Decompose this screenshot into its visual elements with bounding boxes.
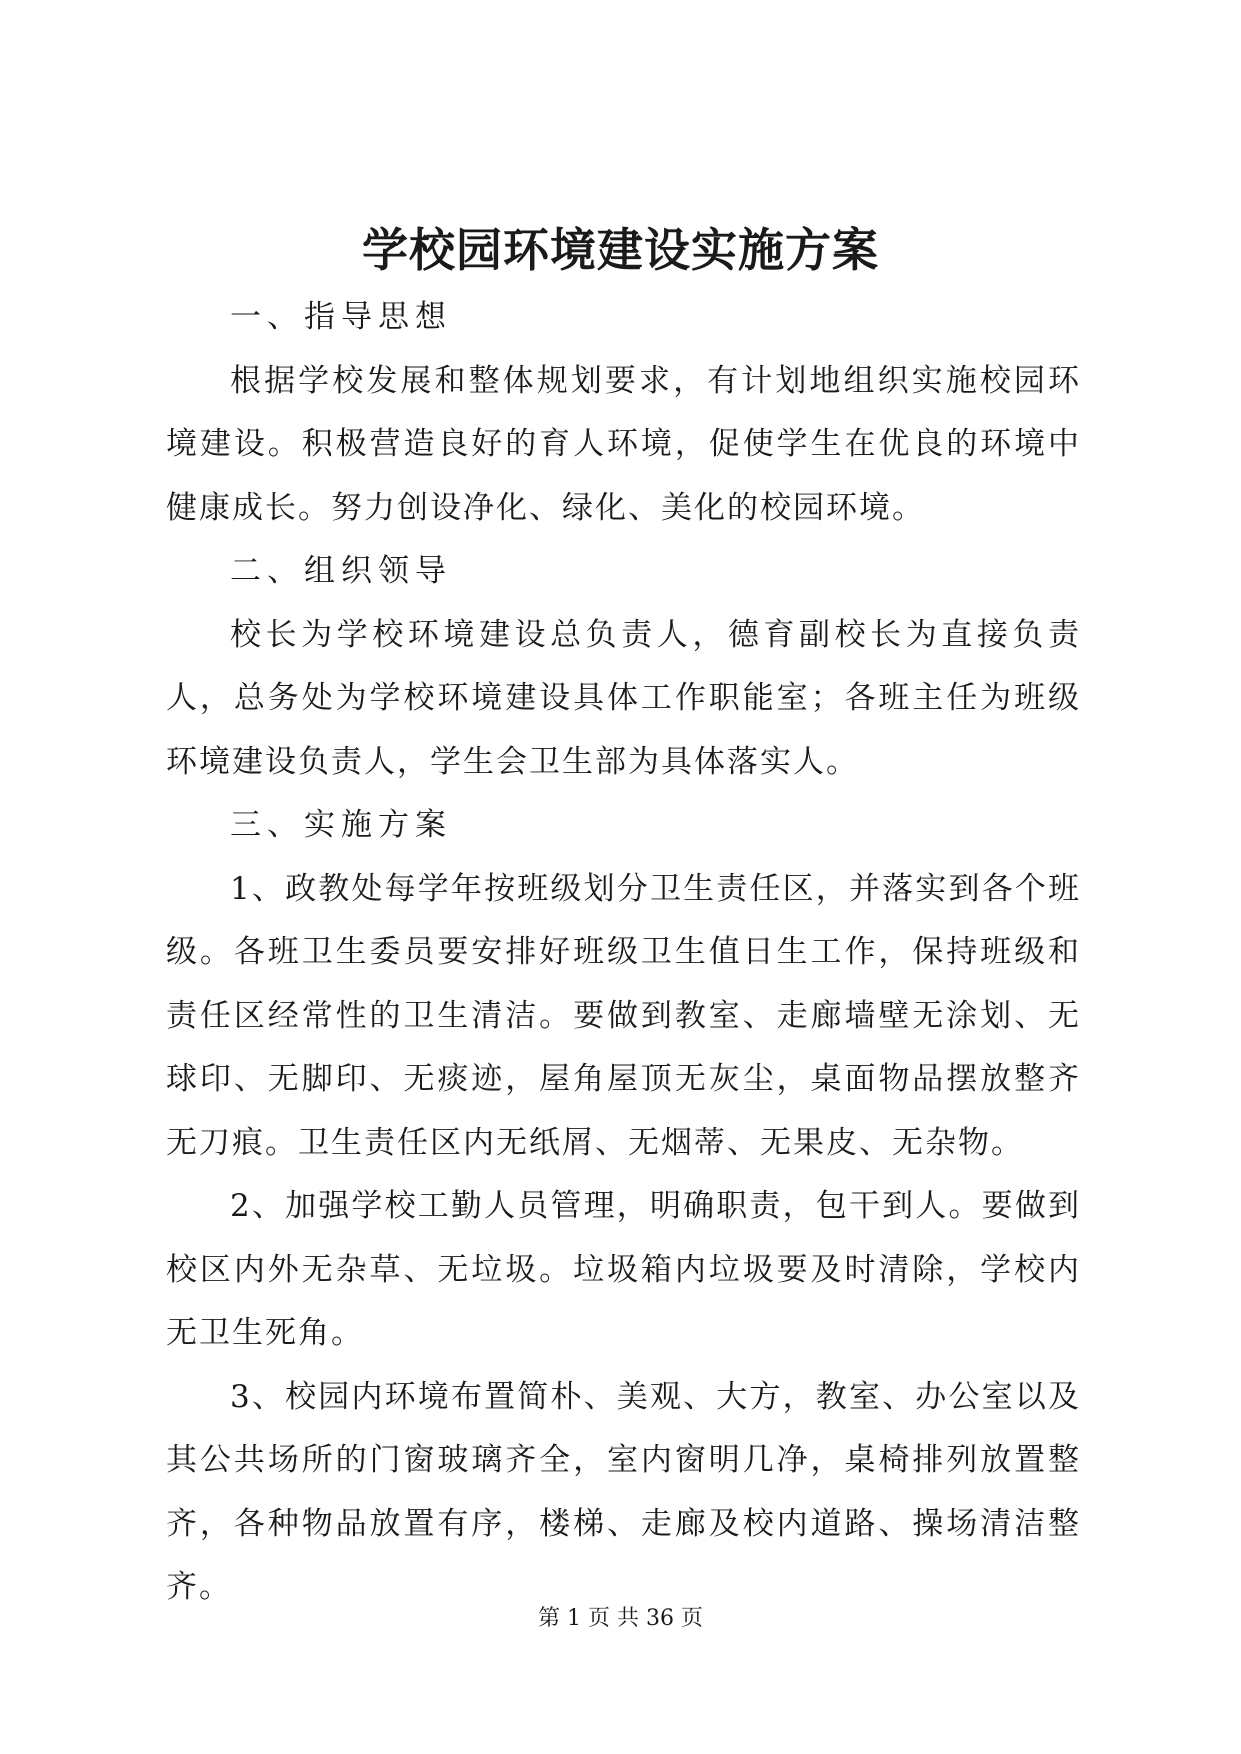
- section-heading-guiding-ideology: 一、指导思想: [230, 299, 452, 335]
- paragraph-guiding-ideology: 根据学校发展和整体规划要求，有计划地组织实施校园环境建设。积极营造良好的育人环境，促使学生在优良的环境中健康成长。努力创设净化、绿化、美化的校园环境。: [166, 362, 1081, 526]
- document-title: 学校园环境建设实施方案: [362, 223, 879, 277]
- section-heading-organization: 二、组织领导: [230, 553, 452, 589]
- page-footer: 第 1 页 共 36 页: [538, 1606, 703, 1631]
- paragraph-item-2: 2、加强学校工勤人员管理，明确职责，包干到人。要做到校区内外无杂草、无垃圾。垃圾箱内垃圾要及时清除，学校内无卫生死角。: [166, 1188, 1081, 1351]
- document-body: [166, 286, 1081, 1620]
- paragraph-item-1: 1、政教处每学年按班级划分卫生责任区，并落实到各个班级。各班卫生委员要安排好班级卫生值日生工作，保持班级和责任区经常性的卫生清洁。要做到教室、走廊墙壁无涂划、无球印、无脚印、无痰迹，屋角屋顶无灰尘，桌面物品摆放整齐无刀痕。卫生责任区内无纸屑、无烟蒂、无果皮、无杂物。: [166, 870, 1081, 1161]
- paragraph-organization: 校长为学校环境建设总负责人，德育副校长为直接负责人，总务处为学校环境建设具体工作职能室；各班主任为班级环境建设负责人，学生会卫生部为具体落实人。: [166, 616, 1081, 780]
- section-heading-implementation: 三、实施方案: [230, 807, 452, 843]
- paragraph-item-3: 3、校园内环境布置简朴、美观、大方，教室、办公室以及其公共场所的门窗玻璃齐全，室内窗明几净，桌椅排列放置整齐，各种物品放置有序，楼梯、走廊及校内道路、操场清洁整齐。: [166, 1378, 1081, 1605]
